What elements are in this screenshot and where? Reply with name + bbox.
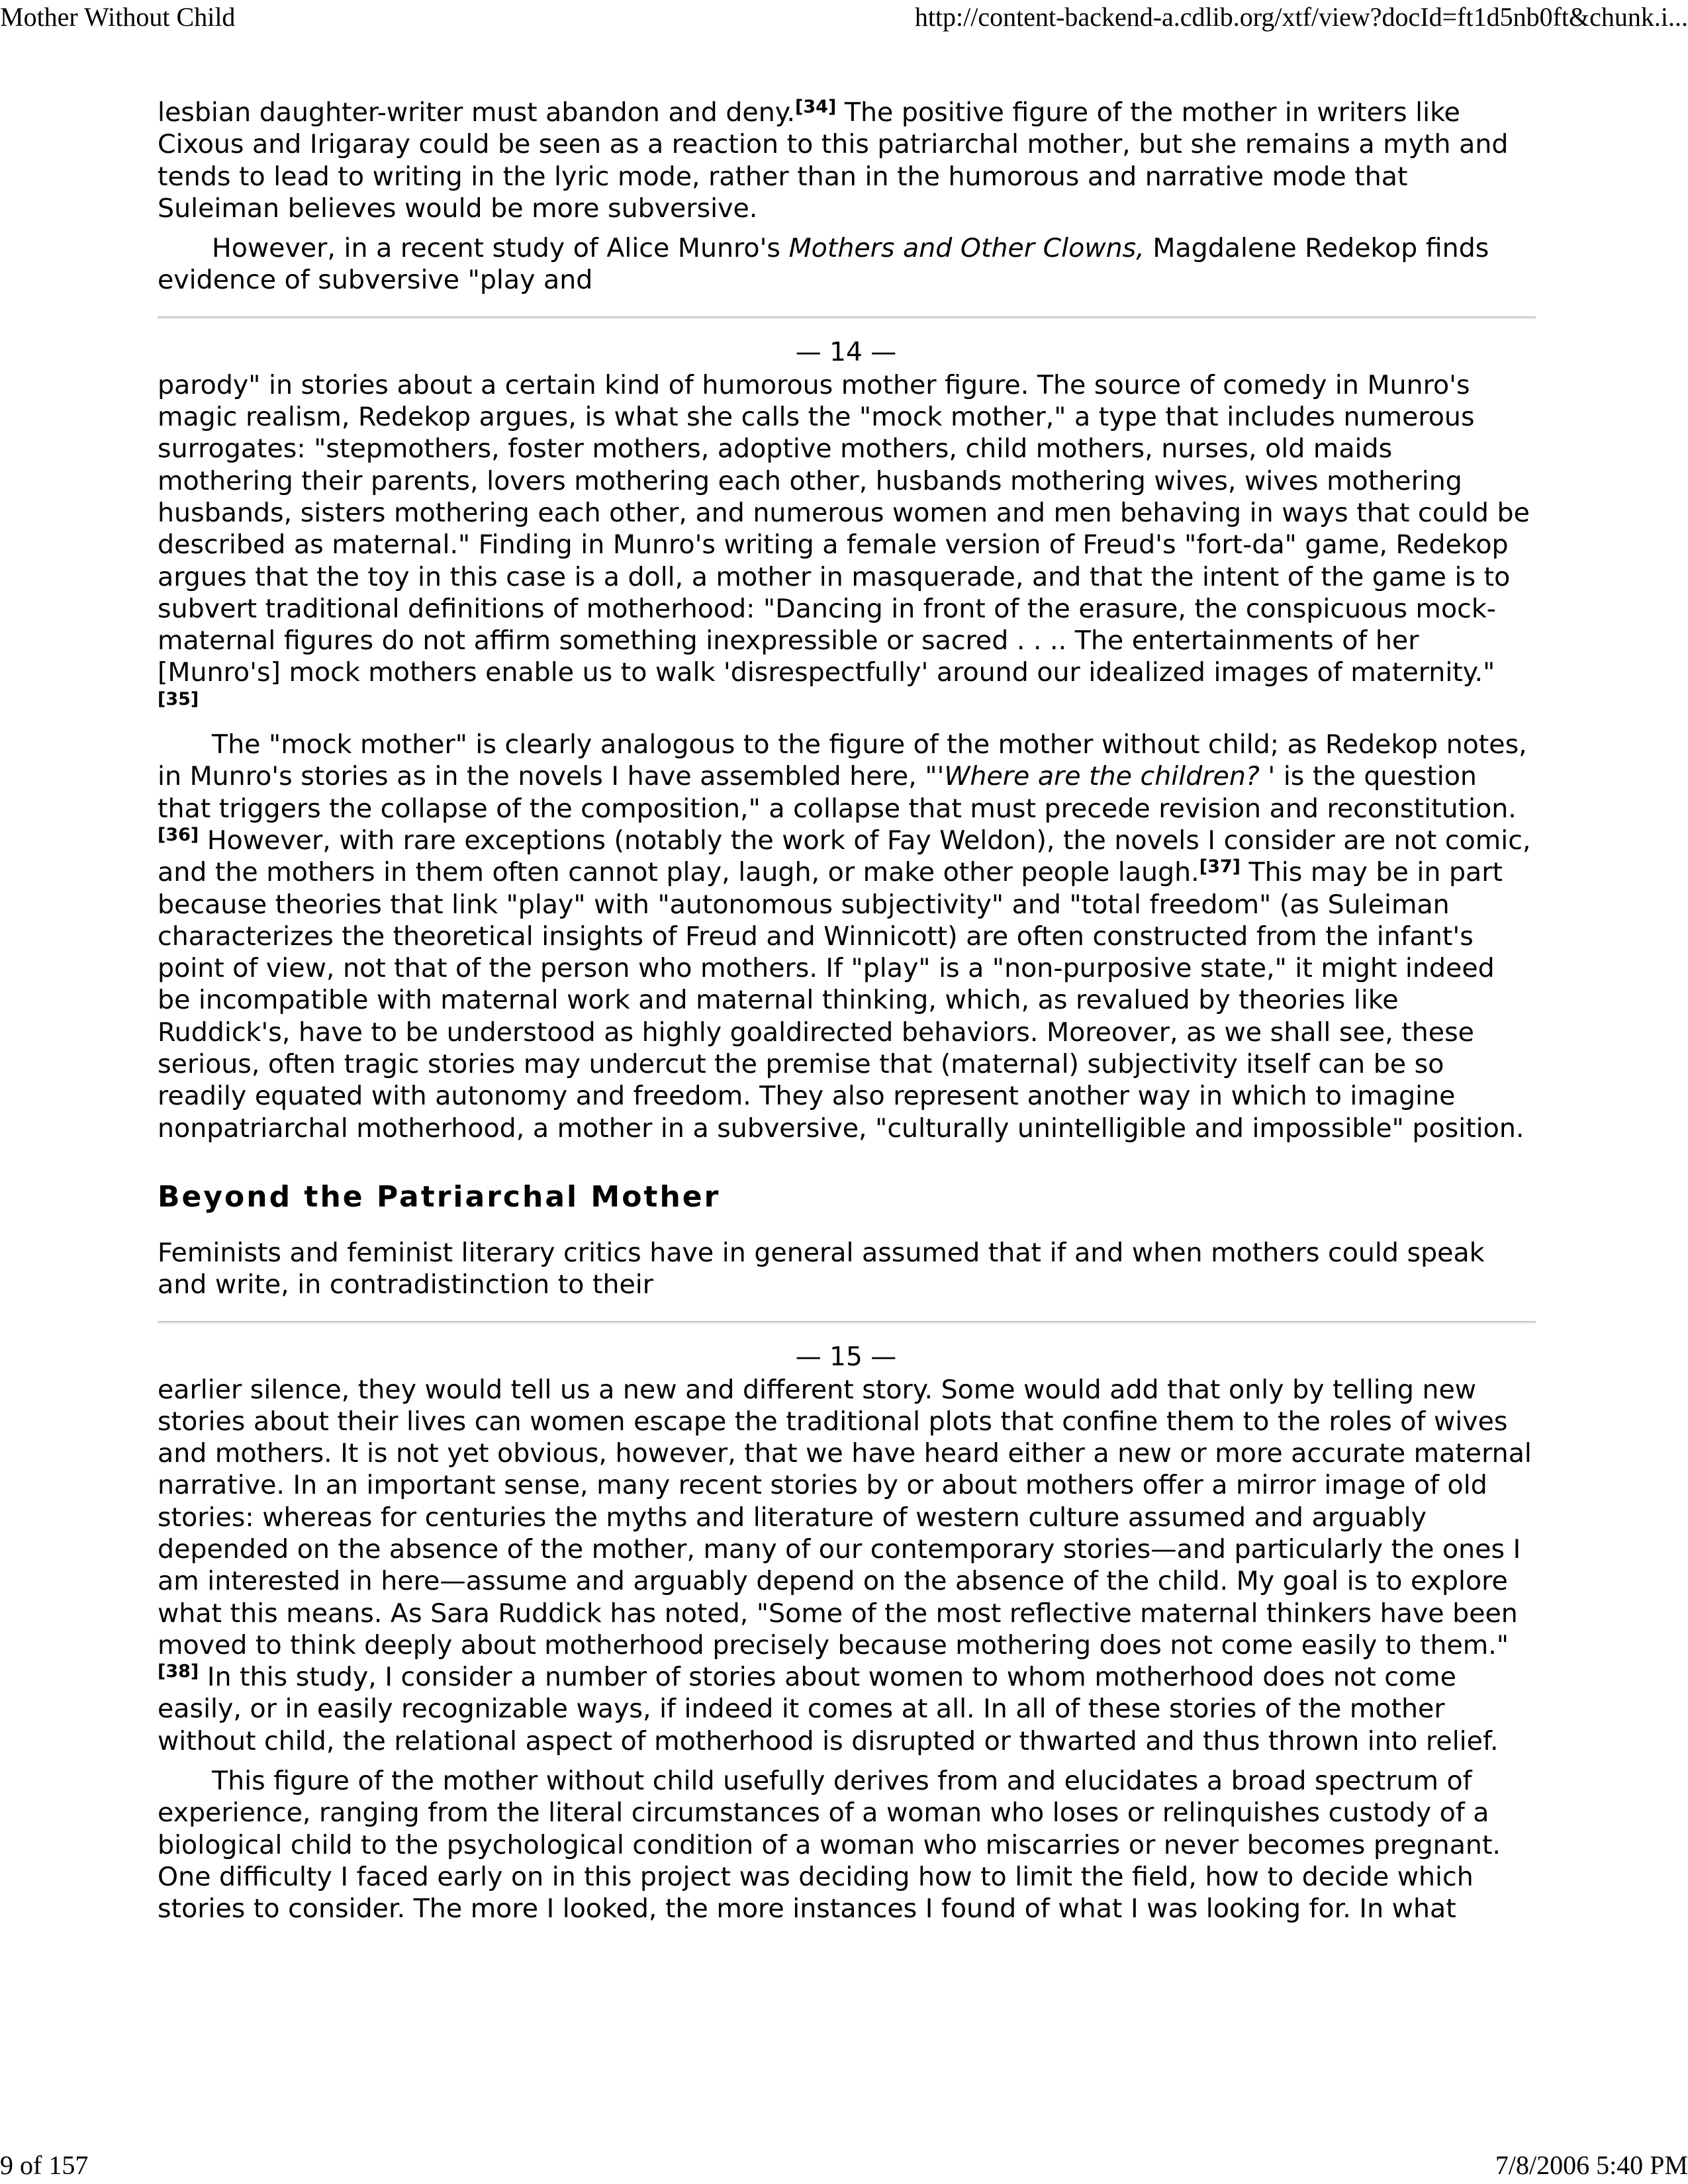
paragraph: The "mock mother" is clearly analogous to the figure of the mother without child; as Redekop notes, in Munro's stories as in the novels I have assembled here, "'Where are the children? ' is the question that triggers the collapse of the composition," a collapse that must precede revision and reconstitution.[36] However, with rare exceptions (notably the work of Fay Weldon), the novels I consider are not comic, and the mothers in them often cannot play, laugh, or make other people laugh.[37] This may be in part because theories that link "play" with "autonomous subjectivity" and "total freedom" (as Suleiman characterizes the theoretical insights of Freud and Winnicott) are often constructed from the infant's point of view, not that of the person who mothers. If "play" is a "non-purposive state," it might indeed be incompatible with maternal work and maternal thinking, which, as revalued by theories like Ruddick's, have to be understood as highly goaldirected behaviors. Moreover, as we shall see, these serious, often tragic stories may undercut the premise that (maternal) subjectivity itself can be so readily equated with autonomy and freedom. They also represent another way in which to imagine nonpatriarchal motherhood, a mother in a subversive, "culturally unintelligible and impossible" position. <box>158 729 1531 1144</box>
paragraph: lesbian daughter-writer must abandon and deny.[34] The positive figure of the mother in writers like Cixous and Irigaray could be seen as a reaction to this patriarchal mother, but she remains a myth and tends to lead to writing in the lyric mode, rather than in the humorous and narrative mode that Suleiman believes would be more subversive. <box>158 97 1509 224</box>
page-number-marker: — 14 — <box>795 337 897 367</box>
paragraph: earlier silence, they would tell us a new and different story. Some would add that only by telling new stories about their lives can women escape the traditional plots that confine them to the roles of wives and mothers. It is not yet obvious, however, that we have heard either a new or more accurate maternal narrative. In an important sense, many recent stories by or about mothers offer a mirror image of old stories: whereas for centuries the myths and literature of western culture assumed and arguably depended on the absence of the mother, many of our contemporary stories—and particularly the ones I am interested in here—assume and arguably depend on the absence of the child. My goal is to explore what this means. As Sara Ruddick has noted, "Some of the most reflective maternal thinkers have been moved to think deeply about motherhood precisely because mothering does not come easily to them."[38] In this study, I consider a number of stories about women to whom motherhood does not come easily, or in easily recognizable ways, if indeed it comes at all. In all of these stories of the mother without child, the relational aspect of motherhood is disrupted or thwarted and thus thrown into relief. <box>158 1374 1532 1756</box>
paragraph: Feminists and feminist literary critics have in general assumed that if and when mothers could speak and write, in contradistinction to their <box>158 1237 1485 1300</box>
footnote-ref-38[interactable]: [38] <box>158 1661 199 1682</box>
header-document-title: Mother Without Child <box>0 2 236 32</box>
footnote-ref-36[interactable]: [36] <box>158 824 199 845</box>
paragraph: However, in a recent study of Alice Munro's Mothers and Other Clowns, Magdalene Redekop finds evidence of subversive "play and <box>158 233 1489 296</box>
footer-page-count: 9 of 157 <box>0 2150 89 2180</box>
book-title: Mothers and Other Clowns, <box>788 233 1145 264</box>
footer-datetime: 7/8/2006 5:40 PM <box>1495 2150 1688 2180</box>
paragraph: This figure of the mother without child usefully derives from and elucidates a broad spectrum of experience, ranging from the literal circumstances of a woman who loses or relinquishes custody of a biological child to the psychological condition of a woman who miscarries or never becomes pregnant. One difficulty I faced early on in this project was deciding how to limit the field, how to decide which stories to consider. The more I looked, the more instances I found of what I was looking for. In what <box>158 1766 1501 1925</box>
page-divider <box>158 1321 1536 1324</box>
document-body <box>158 97 1534 1933</box>
quoted-title: Where are the children? <box>944 761 1260 792</box>
section-heading: Beyond the Patriarchal Mother <box>158 1179 721 1214</box>
page-divider <box>158 316 1536 319</box>
footnote-ref-37[interactable]: [37] <box>1199 856 1241 878</box>
page-number-marker: — 15 — <box>795 1342 897 1372</box>
footnote-ref-35[interactable]: [35] <box>158 688 199 709</box>
footnote-ref-34[interactable]: [34] <box>795 97 837 117</box>
header-url[interactable]: http://content-backend-a.cdlib.org/xtf/view?docId=ft1d5nb0ft&chunk.i... <box>914 2 1688 32</box>
paragraph: parody" in stories about a certain kind of humorous mother figure. The source of comedy in Munro's magic realism, Redekop argues, is what she calls the "mock mother," a type that includes numerous surrogates: "stepmothers, foster mothers, adoptive mothers, child mothers, nurses, old maids mothering their parents, lovers mothering each other, husbands mothering wives, wives mothering husbands, sisters mothering each other, and numerous women and men behaving in ways that could be described as maternal." Finding in Munro's writing a female version of Freud's "fort-da" game, Redekop argues that the toy in this case is a doll, a mother in masquerade, and that the intent of the game is to subvert traditional definitions of motherhood: "Dancing in front of the erasure, the conspicuous mock-maternal figures do not affirm something inexpressible or sacred . . .. The entertainments of her [Munro's] mock mothers enable us to walk 'disrespectfully' around our idealized images of maternity."[35] <box>158 369 1530 709</box>
